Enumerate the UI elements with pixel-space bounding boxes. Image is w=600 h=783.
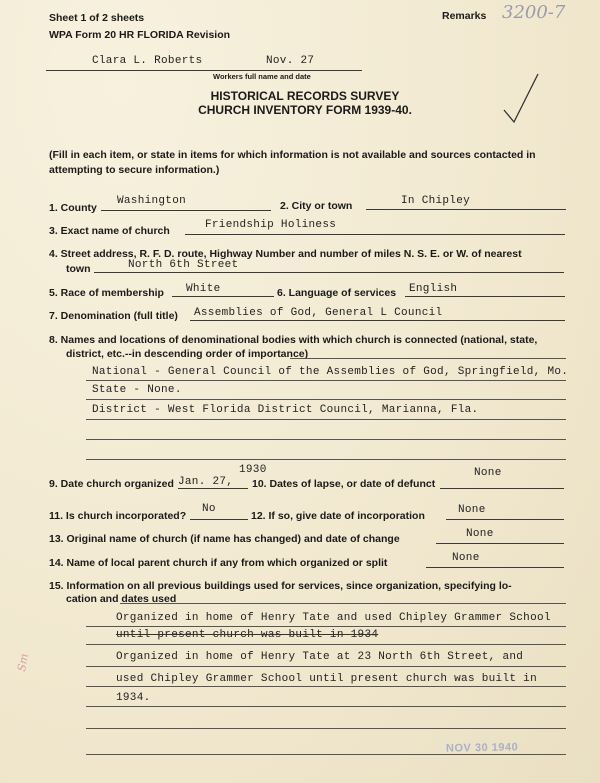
item-2-label: 2. City or town bbox=[280, 200, 353, 212]
item-4-label-cont: town bbox=[66, 263, 91, 275]
item-12-line bbox=[446, 519, 564, 520]
item-5-line bbox=[172, 296, 274, 297]
item-15-label-cont: cation and dates used bbox=[66, 593, 177, 605]
item-8-rule-1 bbox=[86, 380, 566, 381]
received-stamp: NOV 30 1940 bbox=[445, 741, 519, 755]
item-8-line-3: District - West Florida District Council, Marianna, Fla. bbox=[92, 404, 479, 416]
item-14-line bbox=[426, 567, 564, 568]
item-13-value: None bbox=[466, 528, 494, 540]
item-8-line-1: National - General Council of the Assemblies of God, Springfield, Mo. bbox=[92, 366, 569, 378]
item-15-rule-3 bbox=[86, 666, 566, 667]
margin-note: Sm bbox=[15, 652, 31, 673]
item-11-value: No bbox=[202, 503, 216, 515]
item-15-rule-0 bbox=[120, 603, 566, 604]
item-10-label: 10. Dates of lapse, or date of defunct bbox=[252, 478, 436, 490]
item-15-rule-7 bbox=[86, 754, 566, 755]
item-4-line bbox=[94, 272, 564, 273]
item-15-rule-1 bbox=[86, 626, 566, 627]
item-11-label: 11. Is church incorporated? bbox=[49, 510, 187, 522]
remarks-number: 3200-7 bbox=[502, 2, 566, 23]
item-9-value: Jan. 27, bbox=[178, 476, 234, 488]
item-6-value: English bbox=[409, 283, 458, 295]
check-mark-icon bbox=[502, 70, 542, 130]
item-15-line-2: until present church was built in 1934 bbox=[116, 629, 379, 641]
item-15-rule-5 bbox=[86, 706, 566, 707]
item-8-rule-3 bbox=[86, 419, 566, 420]
item-15-line-4: used Chipley Grammer School until present church was built in bbox=[116, 673, 537, 685]
form-id: WPA Form 20 HR FLORIDA Revision bbox=[49, 29, 231, 41]
item-10-value: None bbox=[474, 467, 502, 479]
item-14-label: 14. Name of local parent church if any from which organized or split bbox=[49, 557, 388, 569]
item-8-rule-5 bbox=[86, 459, 566, 460]
item-1-line bbox=[101, 210, 271, 211]
item-5-label: 5. Race of membership bbox=[49, 287, 164, 299]
item-11-line bbox=[190, 519, 248, 520]
item-15-line-1: Organized in home of Henry Tate and used Chipley Grammer School bbox=[116, 612, 551, 624]
item-3-line bbox=[185, 234, 565, 235]
item-4-label: 4. Street address, R. F. D. route, Highway Number and number of miles N. S. E. or W. of nearest bbox=[49, 248, 522, 260]
worker-date: Nov. 27 bbox=[266, 55, 315, 67]
item-15-label: 15. Information on all previous buildings used for services, since organization, specifying lo- bbox=[49, 580, 512, 592]
item-8-label-cont: district, etc.--in descending order of importance) bbox=[66, 348, 309, 360]
item-12-label: 12. If so, give date of incorporation bbox=[251, 510, 425, 522]
item-2-line bbox=[366, 209, 566, 210]
worker-name: Clara L. Roberts bbox=[92, 55, 203, 67]
item-9-year: 1930 bbox=[239, 464, 267, 476]
item-12-value: None bbox=[458, 504, 486, 516]
item-15-line-3: Organized in home of Henry Tate at 23 North 6th Street, and bbox=[116, 651, 524, 663]
item-7-label: 7. Denomination (full title) bbox=[49, 310, 178, 322]
item-8-line-0 bbox=[290, 358, 566, 359]
item-2-value: In Chipley bbox=[401, 195, 471, 207]
item-7-line bbox=[190, 320, 565, 321]
item-10-line bbox=[440, 488, 564, 489]
item-6-label: 6. Language of services bbox=[277, 287, 397, 299]
form-title: HISTORICAL RECORDS SURVEY bbox=[210, 89, 400, 103]
item-15-rule-4 bbox=[86, 686, 566, 687]
item-8-label: 8. Names and locations of denominational bodies with which church is connected (national, state, bbox=[49, 334, 538, 346]
item-5-value: White bbox=[186, 283, 221, 295]
item-13-label: 13. Original name of church (if name has changed) and date of change bbox=[49, 533, 400, 545]
worker-line bbox=[46, 70, 362, 71]
remarks-label: Remarks bbox=[442, 10, 487, 22]
item-15-line-5: 1934. bbox=[116, 692, 151, 704]
item-1-value: Washington bbox=[117, 195, 187, 207]
item-6-line bbox=[405, 296, 565, 297]
item-3-value: Friendship Holiness bbox=[205, 219, 337, 231]
form-subtitle: CHURCH INVENTORY FORM 1939-40. bbox=[198, 103, 412, 117]
item-14-value: None bbox=[452, 552, 480, 564]
sheet-count: Sheet 1 of 2 sheets bbox=[49, 12, 145, 24]
item-15-rule-6 bbox=[86, 728, 566, 729]
item-9-line bbox=[178, 488, 248, 489]
item-3-label: 3. Exact name of church bbox=[49, 225, 170, 237]
item-7-value: Assemblies of God, General L Council bbox=[194, 307, 443, 319]
item-8-rule-4 bbox=[86, 439, 566, 440]
item-1-label: 1. County bbox=[49, 202, 97, 214]
worker-caption: Workers full name and date bbox=[213, 72, 311, 81]
item-8-line-2: State - None. bbox=[92, 384, 182, 396]
item-15-rule-2 bbox=[86, 644, 566, 645]
item-8-rule-2 bbox=[86, 399, 566, 400]
instructions: (Fill in each item, or state in items for which information is not available and sources contacted in attempting to secure information.) bbox=[49, 149, 536, 176]
item-4-value: North 6th Street bbox=[128, 259, 239, 271]
item-13-line bbox=[436, 543, 564, 544]
item-9-label: 9. Date church organized bbox=[49, 478, 174, 490]
